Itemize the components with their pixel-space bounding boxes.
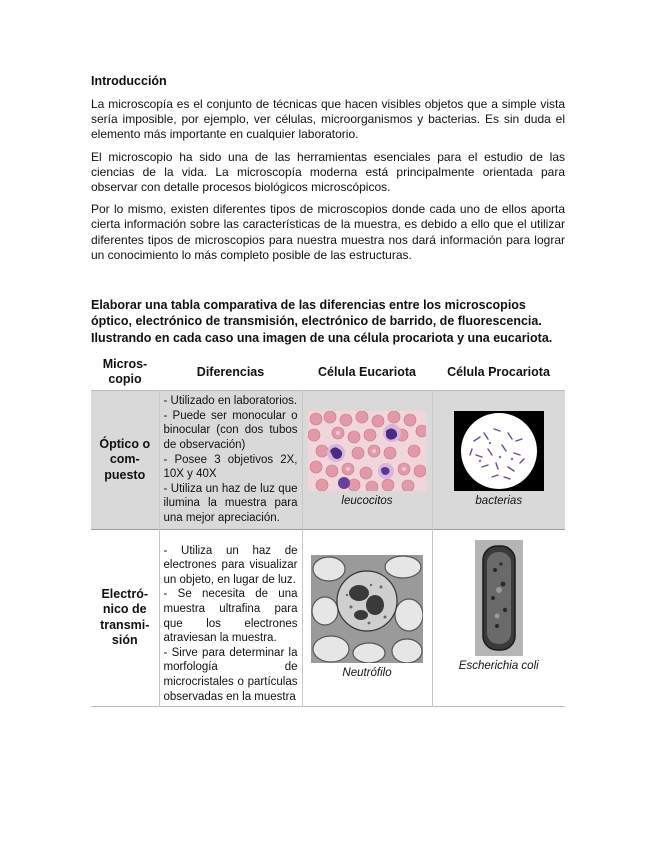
eukaryote-cell-optico <box>302 391 432 529</box>
eukaryote-caption-optico: leucocitos <box>341 494 393 507</box>
header-differences: Diferencias <box>196 364 265 379</box>
difference-item: - Utilizado en laboratorios. <box>163 395 298 408</box>
difference-item: - Utiliza un haz de electrones para visualizar un objeto, en lugar de luz. <box>163 544 298 586</box>
document-page <box>91 74 565 707</box>
eukaryote-caption-tem: Neutrófilo <box>342 666 392 679</box>
comparison-table <box>91 354 565 707</box>
task-statement: Elaborar una tabla comparativa de las diferencias entre los microscopios óptico, electrónico de transmisión, electrónico de barrido, de fluorescencia. Ilustrando en cada caso una imagen de una célula procariota y una eucariota. <box>91 298 553 345</box>
prokaryote-caption-optico: bacterias <box>475 494 523 507</box>
neutrophil-micrograph <box>311 555 423 663</box>
prokaryote-caption-tem: Escherichia coli <box>458 659 539 672</box>
difference-item: - Puede ser monocular o binocular (con dos tubos de observación) <box>163 409 298 452</box>
differences-optico <box>159 391 302 529</box>
intro-paragraph-2: El microscopio ha sido una de las herramientas esenciales para el estudio de las ciencias de la vida. La microscopía moderna está principalmente orientada para observar con detalle procesos biológicos microscópicos. <box>91 149 565 195</box>
difference-item: - Utiliza un haz de luz que ilumina la muestra para una mejor apreciación. <box>163 482 298 524</box>
e-coli-micrograph <box>475 540 523 656</box>
prokaryote-cell-tem <box>432 529 565 707</box>
differences-tem <box>159 529 302 707</box>
bacteria-micrograph <box>454 411 544 491</box>
intro-paragraph-3: Por lo mismo, existen diferentes tipos de microscopios donde cada uno de ellos aporta cierta información sobre las características de la muestra, es debido a ello que el utilizar diferentes tipos de microscopios para nuestra muestra nos dará información para lograr un conocimiento lo más completo posible de las estructuras. <box>91 202 565 262</box>
table-header-row <box>91 354 565 391</box>
header-microscope: Micros-copio <box>102 357 148 387</box>
leukocyte-micrograph <box>308 411 426 491</box>
eukaryote-cell-tem <box>302 529 432 707</box>
microscope-name-tem: Electró-nico de transmi-sión <box>91 529 159 707</box>
table-row <box>91 391 565 529</box>
prokaryote-cell-optico <box>432 391 565 529</box>
microscope-name-optico: Óptico o com-puesto <box>91 391 159 529</box>
difference-item: - Posee 3 objetivos 2X, 10X y 40X <box>163 453 298 481</box>
header-eukaryote: Célula Eucariota <box>318 364 416 379</box>
header-prokaryote: Célula Procariota <box>447 364 550 379</box>
difference-item: - Se necesita de una muestra ultrafina para que los electrones atraviesan la muestra. <box>163 588 298 645</box>
intro-paragraph-1: La microscopía es el conjunto de técnicas que hacen visibles objetos que a simple vista sería imposible, por ejemplo, ver células, microorganismos y bacterias. Es sin duda el elemento más importante en cualquier laboratorio. <box>91 97 565 142</box>
table-row <box>91 529 565 707</box>
difference-item: - Sirve para determinar la morfología de microcristales o partículas observadas en la muestra <box>163 646 298 703</box>
intro-heading: Introducción <box>91 74 167 88</box>
